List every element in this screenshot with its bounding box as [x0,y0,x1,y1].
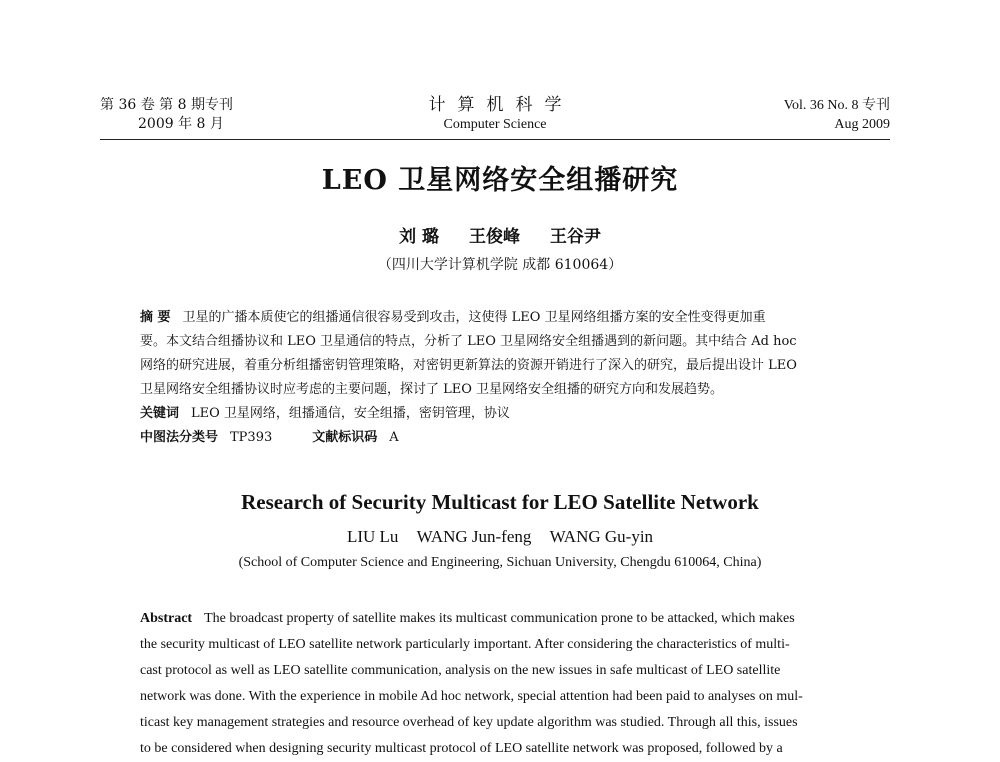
header-journal-name [100,96,890,134]
author-en: LIU Lu [346,527,399,546]
paper-title-cn: LEO 卫星网络安全组播研究 [321,165,679,196]
header-vol-number: Vol. 36 No. 8 专刊 [783,98,890,113]
abstract-cn-line: 摘 要 卫星的广播本质使它的组播通信很容易受到攻击，这使得 LEO 卫星网络组播方案的安全性变得更加重 [140,310,766,325]
header-volume: 第 36 卷 第 8 期专刊 [100,97,233,113]
header-date-cn: 2009 年 8 月 [138,116,224,132]
doc-code-label: 文献标识码 [312,430,378,445]
header-rule [100,139,890,140]
keywords-cn [140,402,860,426]
affiliation-en: (School of Computer Science and Engineering, Sichuan University, Chengdu 610064, China) [238,555,762,570]
abstract-en-line: to be considered when designing security multicast protocol of LEO satellite network was proposed, followed by a [140,741,783,756]
author-cn: 刘 璐 [399,227,440,247]
author-cn: 王俊峰 [468,227,520,247]
journal-header [100,96,890,138]
affiliation-cn: （四川大学计算机学院 成都 610064） [377,257,623,273]
abstract-en-line: the security multicast of LEO satellite network particularly important. After considering the characteristics of multi- [140,637,790,652]
journal-name-cn: 计算机科学 [428,95,574,115]
journal-name-en: Computer Science [443,117,547,132]
authors-en [0,527,1000,547]
classification-label: 中图法分类号 [140,430,219,445]
author-cn: 王谷尹 [549,227,601,247]
abstract-en-label: Abstract [140,611,193,626]
abstract-cn-line: 卫星网络安全组播协议时应考虑的主要问题，探讨了 LEO 卫星网络安全组播的研究方向和发展趋势。 [140,382,724,397]
abstract-en-line: network was done. With the experience in mobile Ad hoc network, special attention had been paid to analyses on mul- [140,689,803,704]
author-en: WANG Gu-yin [549,527,654,546]
authors-cn [0,222,1000,247]
doc-code-value: A [389,430,399,445]
abstract-en-line: ticast key management strategies and resource overhead of key update algorithm was studied. Through all this, issues [140,715,798,730]
header-vol-en [784,96,890,134]
author-en: WANG Jun-feng [416,527,532,546]
abstract-cn [140,306,860,450]
abstract-en [140,606,860,762]
classification-line [140,426,860,450]
abstract-en-line: cast protocol as well as LEO satellite communication, analysis on the new issues in safe multicast of LEO satellite [140,663,781,678]
abstract-en-line: Abstract The broadcast property of satellite makes its multicast communication prone to be attacked, which makes [140,611,795,626]
abstract-cn-label: 摘 要 [140,310,171,325]
header-date-en: Aug 2009 [834,117,890,132]
keywords-cn-label: 关键词 [140,406,180,421]
paper-title-en: Research of Security Multicast for LEO Satellite Network [241,490,759,514]
abstract-cn-line: 网络的研究进展，着重分析组播密钥管理策略，对密钥更新算法的资源开销进行了深入的研究，最后提出设计 LEO [140,358,797,373]
keywords-cn-value: LEO 卫星网络，组播通信，安全组播，密钥管理，协议 [191,406,510,421]
classification-value: TP393 [230,430,273,445]
abstract-cn-line: 要。本文结合组播协议和 LEO 卫星通信的特点，分析了 LEO 卫星网络安全组播遇到的新问题。其中结合 Ad hoc [140,334,797,349]
